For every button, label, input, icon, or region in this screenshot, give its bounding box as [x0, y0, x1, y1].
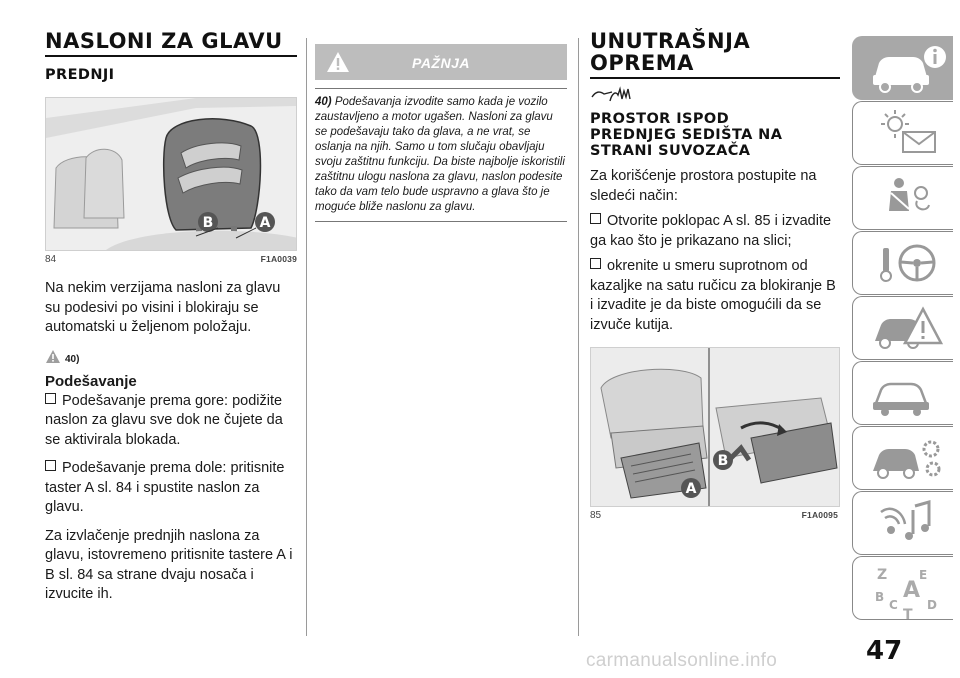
figure-label-b: B [717, 453, 729, 469]
intro-paragraph: Na nekim verzijama nasloni za glavu su podesivi po visini i blokiraju se automatski u željenom položaju. [45, 280, 281, 335]
car-info-icon [869, 41, 949, 95]
attention-banner [315, 44, 567, 80]
figure-label-a: A [259, 215, 271, 231]
title-underline [590, 77, 840, 79]
figure-code: F1A0095 [801, 510, 838, 520]
safety-icon [869, 171, 949, 225]
warning-triangle-icon [45, 349, 61, 364]
index-letter: T [903, 607, 913, 621]
starting-driving-icon [869, 236, 949, 290]
column-headrests [45, 30, 297, 605]
figure-84-headrest [45, 97, 297, 251]
intro-paragraph: Za korišćenje prostora postupite na sledeći način: [590, 168, 817, 204]
tab-index[interactable] [852, 556, 953, 620]
index-letter: C [889, 598, 898, 612]
subtitle-line: STRANI SUVOZAČA [590, 143, 751, 159]
bullet-text: Otvorite poklopac A sl. 85 i izvadite ga kao što je prikazano na slici; [590, 213, 832, 249]
section-subtitle [590, 111, 840, 159]
bullet-text: Podešavanje prema dole: pritisnite taster A sl. 84 i spustite naslon za glavu. [45, 460, 285, 515]
figure-85-storage [590, 347, 840, 507]
note-number: 40) [315, 96, 332, 108]
tab-multimedia[interactable] [852, 491, 953, 555]
subtitle-line: PREDNJEG SEDIŠTA NA [590, 127, 783, 143]
bullet-item [590, 257, 840, 335]
title-underline [45, 55, 297, 57]
index-icon [869, 561, 949, 621]
note-text: Podešavanja izvodite samo kada je vozilo zaustavljeno a motor ugašen. Nasloni za glavu se podešavaju tako da glava, a ne vrat, se oslanja na njih. Samo u tom slučaju obavljaju svoju zaštitnu funkciju. Da biste najbolje iskoristili zaštitnu ulogu naslona za glavu, naslon podesite tako da vam telo bude uspravno a glava što je moguće bliže naslonu za glavu. [315, 96, 565, 213]
attention-divider [315, 221, 567, 222]
tab-starting-driving[interactable] [852, 231, 953, 295]
tab-technical-data[interactable] [852, 426, 953, 490]
bullet-item [45, 459, 297, 518]
column-interior [590, 30, 840, 521]
attention-divider [315, 88, 567, 89]
section-subtitle: PREDNJI [45, 67, 115, 83]
column-attention [315, 30, 567, 222]
title-line: UNUTRAŠNJA [590, 29, 751, 53]
warning-ref-number: 40) [65, 353, 80, 365]
tab-safety[interactable] [852, 166, 953, 230]
multimedia-icon [869, 496, 949, 550]
warning-reference [45, 348, 297, 365]
page-number: 47 [866, 636, 903, 666]
figure-number: 85 [590, 510, 602, 521]
storage-illustration [591, 348, 839, 506]
optional-equipment-icon [590, 85, 640, 105]
index-letter: B [875, 590, 885, 604]
figure-85-caption [590, 510, 838, 521]
bullet-item [590, 212, 840, 251]
attention-title: PAŽNJA [412, 55, 470, 71]
technical-data-icon [869, 431, 949, 485]
section-title: NASLONI ZA GLAVU [45, 29, 283, 53]
figure-label-b: B [202, 215, 214, 231]
bullet-square-icon [590, 213, 601, 224]
column-divider [578, 38, 579, 636]
index-letter: D [927, 598, 937, 612]
figure-number: 84 [45, 254, 57, 265]
bullet-square-icon [45, 460, 56, 471]
column-divider [306, 38, 307, 636]
index-letter: E [919, 568, 928, 582]
figure-84-caption [45, 254, 297, 265]
bullet-square-icon [590, 258, 601, 269]
title-line: OPREMA [590, 51, 694, 75]
warning-lights-icon [869, 106, 949, 160]
bullet-square-icon [45, 393, 56, 404]
section-title [590, 30, 840, 74]
tab-maintenance[interactable] [852, 361, 953, 425]
attention-note [315, 95, 567, 215]
headrest-illustration [46, 98, 297, 250]
index-letter: Z [877, 567, 888, 583]
tab-warning-lights[interactable] [852, 101, 953, 165]
maintenance-icon [869, 366, 949, 420]
figure-label-a: A [685, 481, 697, 497]
index-letter: A [903, 578, 921, 603]
figure-code: F1A0039 [260, 254, 297, 264]
watermark-text: carmanualsonline.info [586, 650, 778, 671]
tab-car-info[interactable] [852, 36, 953, 100]
tab-emergency[interactable] [852, 296, 953, 360]
bullet-text: okrenite u smeru suprotnom od kazaljke na satu ručicu za blokiranje B i izvadite je da biste omogućili da se izvuče kutija. [590, 258, 836, 333]
options-badge [590, 85, 840, 105]
bullet-text: Podešavanje prema gore: podižite naslon za glavu sve dok ne čujete da se aktivirala blokada. [45, 392, 283, 448]
adjustment-heading: Podešavanje [45, 372, 137, 390]
removal-paragraph: Za izvlačenje prednjih naslona za glavu, istovremeno pritisnite tastere A i B sl. 84 sa strane dvaju nosača i izvucite ih. [45, 527, 293, 602]
subtitle-line: PROSTOR ISPOD [590, 111, 730, 127]
bullet-item [45, 392, 297, 451]
emergency-icon [869, 301, 949, 355]
